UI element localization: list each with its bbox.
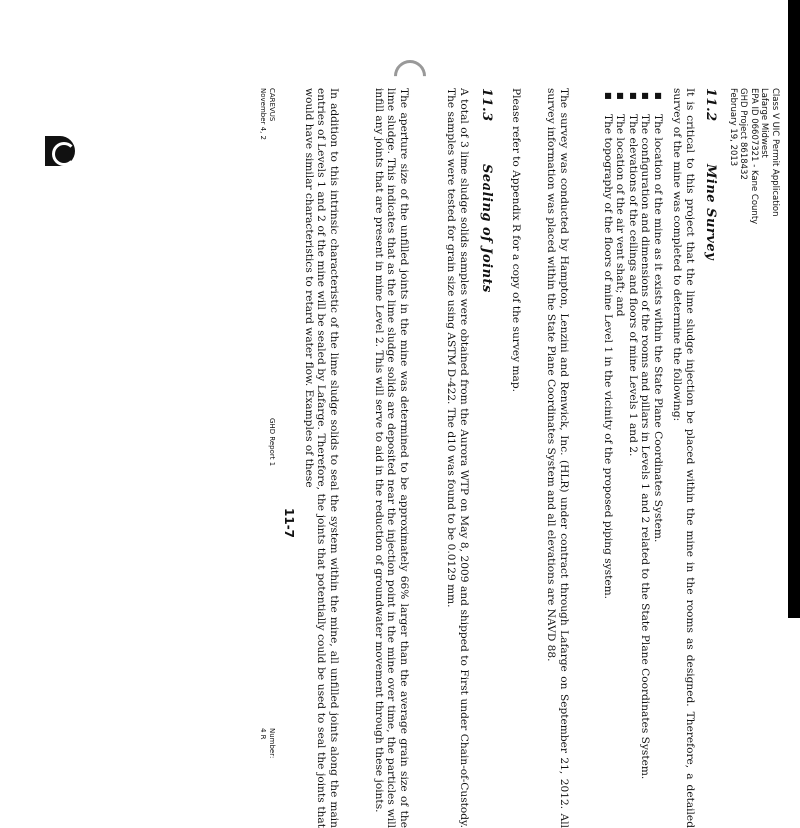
grain-size-paragraph: A total of 3 lime sludge solids samples were obtained from the Aurora WTP on May 8, 2009 and shipped to First under Chain-of-Custody. The samples were tested for grain size using ASTM D-422. The d10 was found to be 0.0129 mm. <box>445 88 470 828</box>
survey-determinations-list <box>601 88 664 828</box>
section-heading-11-3 <box>479 88 494 293</box>
section-number: 11.2 <box>703 88 718 122</box>
mine-survey-intro: It is critical to this project that the lime sludge injection be placed within the mine in the rooms as designed. Therefore, a detailed survey of the mine was completed to determine the following: <box>671 88 696 828</box>
header-line: Lafarge Midwest <box>759 88 770 158</box>
page-number: 11-7 <box>282 508 296 539</box>
footer-line: CAREVUS <box>268 88 276 122</box>
footer-center: GHD Report 1 <box>268 418 276 467</box>
appendix-reference: Please refer to Appendix R for a copy of the survey map. <box>510 88 522 392</box>
survey-contract-paragraph: The survey was conducted by Hampton, Lenzini and Renwick, Inc. (HLR) under contract through Lafarge on September 21, 2012. All survey information was placed within the State Plane Coordinates System and all elevations are NAVD 88. <box>545 88 570 828</box>
section-title: Sealing of Joints <box>479 164 494 293</box>
footer-left <box>258 88 276 140</box>
list-item: ■ The elevations of the ceilings and floors of mine Levels 1 and 2. <box>626 88 639 828</box>
header-line: February 19, 2013 <box>728 88 738 167</box>
section-title: Mine Survey <box>703 164 718 261</box>
header-line: GHD Project 8618432 <box>738 88 749 180</box>
list-item: ■ The configuration and dimensions of the rooms and pillars in Levels 1 and 2 related to the State Plane Coordinates System. <box>639 88 652 828</box>
footer-right: Number: 4 R <box>259 728 276 759</box>
section-heading-11-2 <box>703 88 718 260</box>
scanner-edge-strip <box>788 0 800 618</box>
footer-line: November 4, 2 <box>259 88 267 140</box>
list-item: ■ The topography of the floors of mine Level 1 in the vicinity of the proposed piping system. <box>601 88 614 828</box>
rotated-document-page <box>40 88 780 828</box>
list-item: ■ The location of the mine as it exists within the State Plane Coordinates System. <box>651 88 664 828</box>
header-line: Class V UIC Permit Application <box>770 88 780 217</box>
document-header <box>728 88 781 224</box>
joint-sealing-paragraph: In addition to this intrinsic characteristic of the lime sludge solids to seal the system within the mine, all unfilled joints along the main entries of Levels 1 and 2 of the mine will be sealed by Lafarge. Therefore, the joints that potentially could be used to seal the joints that would have similar characteristics to retard water flow. Examples of these <box>302 88 340 828</box>
aperture-paragraph: The aperture size of the unfilled joints in the mine was determined to be approximately 66% larger than the average grain size of the lime sludge. This indicates that as the lime sludge solids are deposited near the injection point in the mine over time, the particles will infill any joints that are present in mine Level 2. This will serve to aid in the reduction of groundwater movement through these joints. <box>372 88 410 828</box>
section-number: 11.3 <box>479 88 494 122</box>
list-item: ■ The location of the air vent shaft; and <box>614 88 627 828</box>
header-line: EPA ID 06607321 - Kane County <box>749 88 759 225</box>
